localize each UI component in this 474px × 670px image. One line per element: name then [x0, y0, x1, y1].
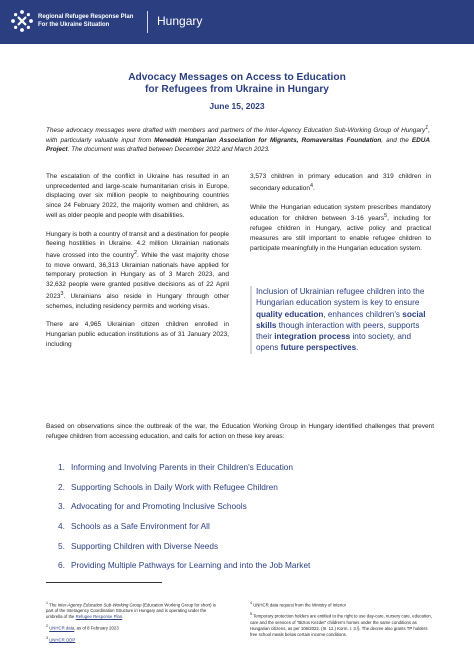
- header-bar: [0, 0, 474, 44]
- key-area-number: 4.: [58, 521, 65, 532]
- enrollment-end: .: [313, 184, 315, 192]
- header-divider: [147, 11, 148, 33]
- footnote-1-text-a: The: [48, 602, 58, 608]
- org-name-line1: Regional Refugee Response Plan: [38, 14, 134, 20]
- footnotes-right: [250, 600, 432, 641]
- mandatory-education-paragraph: [250, 203, 431, 254]
- footnote-5-number: 5: [250, 612, 252, 617]
- enrollment-text: 3,573 children in primary education and 319 children in secondary education: [250, 173, 431, 192]
- left-column: [46, 172, 229, 359]
- key-area-item: [58, 521, 438, 541]
- callout-text-2: , enhances children's: [323, 309, 403, 319]
- key-message-callout: [250, 286, 433, 354]
- hungary-paragraph: [46, 230, 229, 312]
- key-area-label: Informing and Involving Parents in their Children's Education: [71, 462, 294, 472]
- intro-text-3: , and the: [381, 136, 412, 144]
- footnote-4-text: UNHCR data request from the Ministry of Interior: [252, 602, 347, 608]
- mandatory-text-1: While the Hungarian education system prescribes mandatory education for children between 3-16 years: [250, 203, 431, 223]
- footnote-ref-4[interactable]: 4: [310, 182, 314, 189]
- footnote-ref-2[interactable]: 2: [133, 249, 137, 256]
- callout-text-3: though interaction with peers, supports their: [256, 320, 420, 342]
- callout-text-4: into society, and opens: [256, 332, 412, 353]
- intro-text-2: , with particularly valuable input from: [46, 127, 430, 144]
- rrp-logo-icon: [10, 9, 34, 33]
- intro-text-1: These advocacy messages were drafted with members and partners of the Inter-Agency Education Sub-Working Group of Hungary: [46, 127, 426, 135]
- enrollment-paragraph: There are 4,965 Ukrainian citizen children enrolled in Hungarian public education institutions as of 31 January 2023, including: [46, 321, 229, 348]
- document-date: June 15, 2023: [209, 101, 265, 111]
- mandatory-text-2: , including for refugee children in Hungary, active policy and practical measures are still important to enable refugee children to participate meaningfully in the Hungarian education system.: [250, 215, 431, 252]
- key-area-label: Advocating for and Promoting Inclusive Schools: [71, 501, 247, 512]
- footnote-ref-1[interactable]: 1: [425, 125, 429, 131]
- key-area-item: [58, 560, 438, 580]
- key-area-label: Schools as a Safe Environment for All: [71, 521, 210, 532]
- footnote-2-number: 2: [46, 624, 48, 629]
- key-area-item: [58, 462, 438, 482]
- intro-paragraph: [46, 124, 430, 155]
- key-area-number: 1.: [58, 462, 65, 472]
- footnote-divider: [46, 582, 162, 583]
- key-area-label: Providing Multiple Pathways for Learning and into the Job Market: [71, 560, 311, 571]
- key-area-number: 5.: [58, 540, 65, 551]
- right-column: [250, 172, 431, 262]
- intro-partners: Menedék Hungarian Association for Migrants, Romaversitas Foundation: [154, 136, 382, 144]
- hungary-text-2: . While the vast majority chose to move onward, 36,313 Ukrainian nationals have applied for temporary protection in Hungary as of 3 March 2023, and 32,632 people were granted positive decisions as of 22 April 2023: [46, 252, 229, 301]
- footnote-1-text-b: (Education Working Group for short) is part of the Interagency Coordination Structure in Hungary and is operating under the umbrella of the: [46, 602, 216, 620]
- footnote-4-number: 4: [250, 601, 252, 605]
- callout-social-skills: social skills: [256, 309, 426, 330]
- context-paragraph: The escalation of the conflict in Ukraine has resulted in an unprecedented and large-scale humanitarian crisis in Europe, displacing over six million people to neighbouring countries since 24 February 2022, the majority women and children, as well as older people and people with disabilities.: [46, 173, 229, 219]
- org-name-line2: For the Ukraine Situation: [38, 22, 110, 28]
- intro-text-4: . The document was drafted between December 2022 and March 2023.: [67, 146, 270, 154]
- footnote-3-number: 3: [46, 635, 48, 640]
- footnote-4: [250, 600, 432, 608]
- footnote-1: [46, 600, 218, 620]
- hungary-text-3: . Ukrainians also reside in Hungary through other schemes, including residency permits and working visas.: [46, 293, 229, 310]
- footnote-1-number: 1: [46, 601, 48, 605]
- unhcr-odp-link[interactable]: UNHCR ODP: [49, 637, 76, 643]
- footnote-1-group-name: Inter-Agency Education Sub-Working Group: [57, 602, 142, 608]
- key-area-number: 2.: [58, 481, 65, 492]
- enrollment-continued-paragraph: [250, 172, 431, 194]
- callout-integration-process: integration process: [274, 332, 351, 342]
- footnote-3: [46, 635, 218, 643]
- key-area-item: [58, 541, 438, 561]
- footnotes-left: [46, 600, 218, 646]
- country-label: Hungary: [157, 14, 203, 28]
- org-name: [38, 13, 133, 29]
- refugee-response-plan-link[interactable]: Refugee Response Plan: [75, 614, 123, 620]
- unhcr-data-link[interactable]: UNHCR data: [49, 625, 75, 631]
- key-area-number: 6.: [58, 560, 65, 571]
- callout-future-perspectives: future perspectives: [280, 343, 357, 353]
- footnote-ref-3[interactable]: 3: [60, 290, 64, 297]
- document-title-line2: for Refugees from Ukraine in Hungary: [145, 84, 329, 95]
- hungary-text-1: Hungary is both a country of transit and a destination for people fleeing hostilities in Ukraine. 4.2 million Ukrainian nationals have crossed into the country: [46, 230, 229, 260]
- footnote-ref-5[interactable]: 5: [384, 213, 388, 220]
- callout-text-1: Inclusion of Ukrainian refugee children into the Hungarian education system is key to ensure: [256, 287, 425, 308]
- footnote-5: [250, 611, 432, 637]
- key-areas-list: [58, 462, 438, 580]
- key-area-label: Supporting Children with Diverse Needs: [71, 540, 219, 551]
- key-area-number: 3.: [58, 501, 65, 512]
- key-area-item: [58, 501, 438, 521]
- document-title-line1: Advocacy Messages on Access to Education: [128, 72, 346, 83]
- observations-paragraph: Based on observations since the outbreak of the war, the Education Working Group in Hungary identified challenges that prevent refugee children from accessing education, and calls for action on these key areas:: [46, 423, 434, 440]
- footnote-2: [46, 623, 218, 631]
- intro-project: EDUA Project: [46, 136, 430, 154]
- callout-text-5: .: [356, 343, 359, 353]
- callout-quality-education: quality education: [256, 309, 324, 319]
- footnote-2-text: , as of 8 February 2023: [74, 625, 119, 631]
- key-area-label: Supporting Schools in Daily Work with Refugee Children: [71, 481, 278, 492]
- footnote-1-end: .: [122, 614, 124, 620]
- footnote-5-text: Temporary protection holders are entitled to the right to use day-care, nursery care, education, care and the services of "Biztos Kezdet" children's homes under the same conditions as Hungarian citizens, as per 106/2022. (III. 12.) Korm. r. 3.§. The decree also grants TP holders free school meals below certain income conditions.: [250, 613, 433, 637]
- key-area-item: [58, 482, 438, 502]
